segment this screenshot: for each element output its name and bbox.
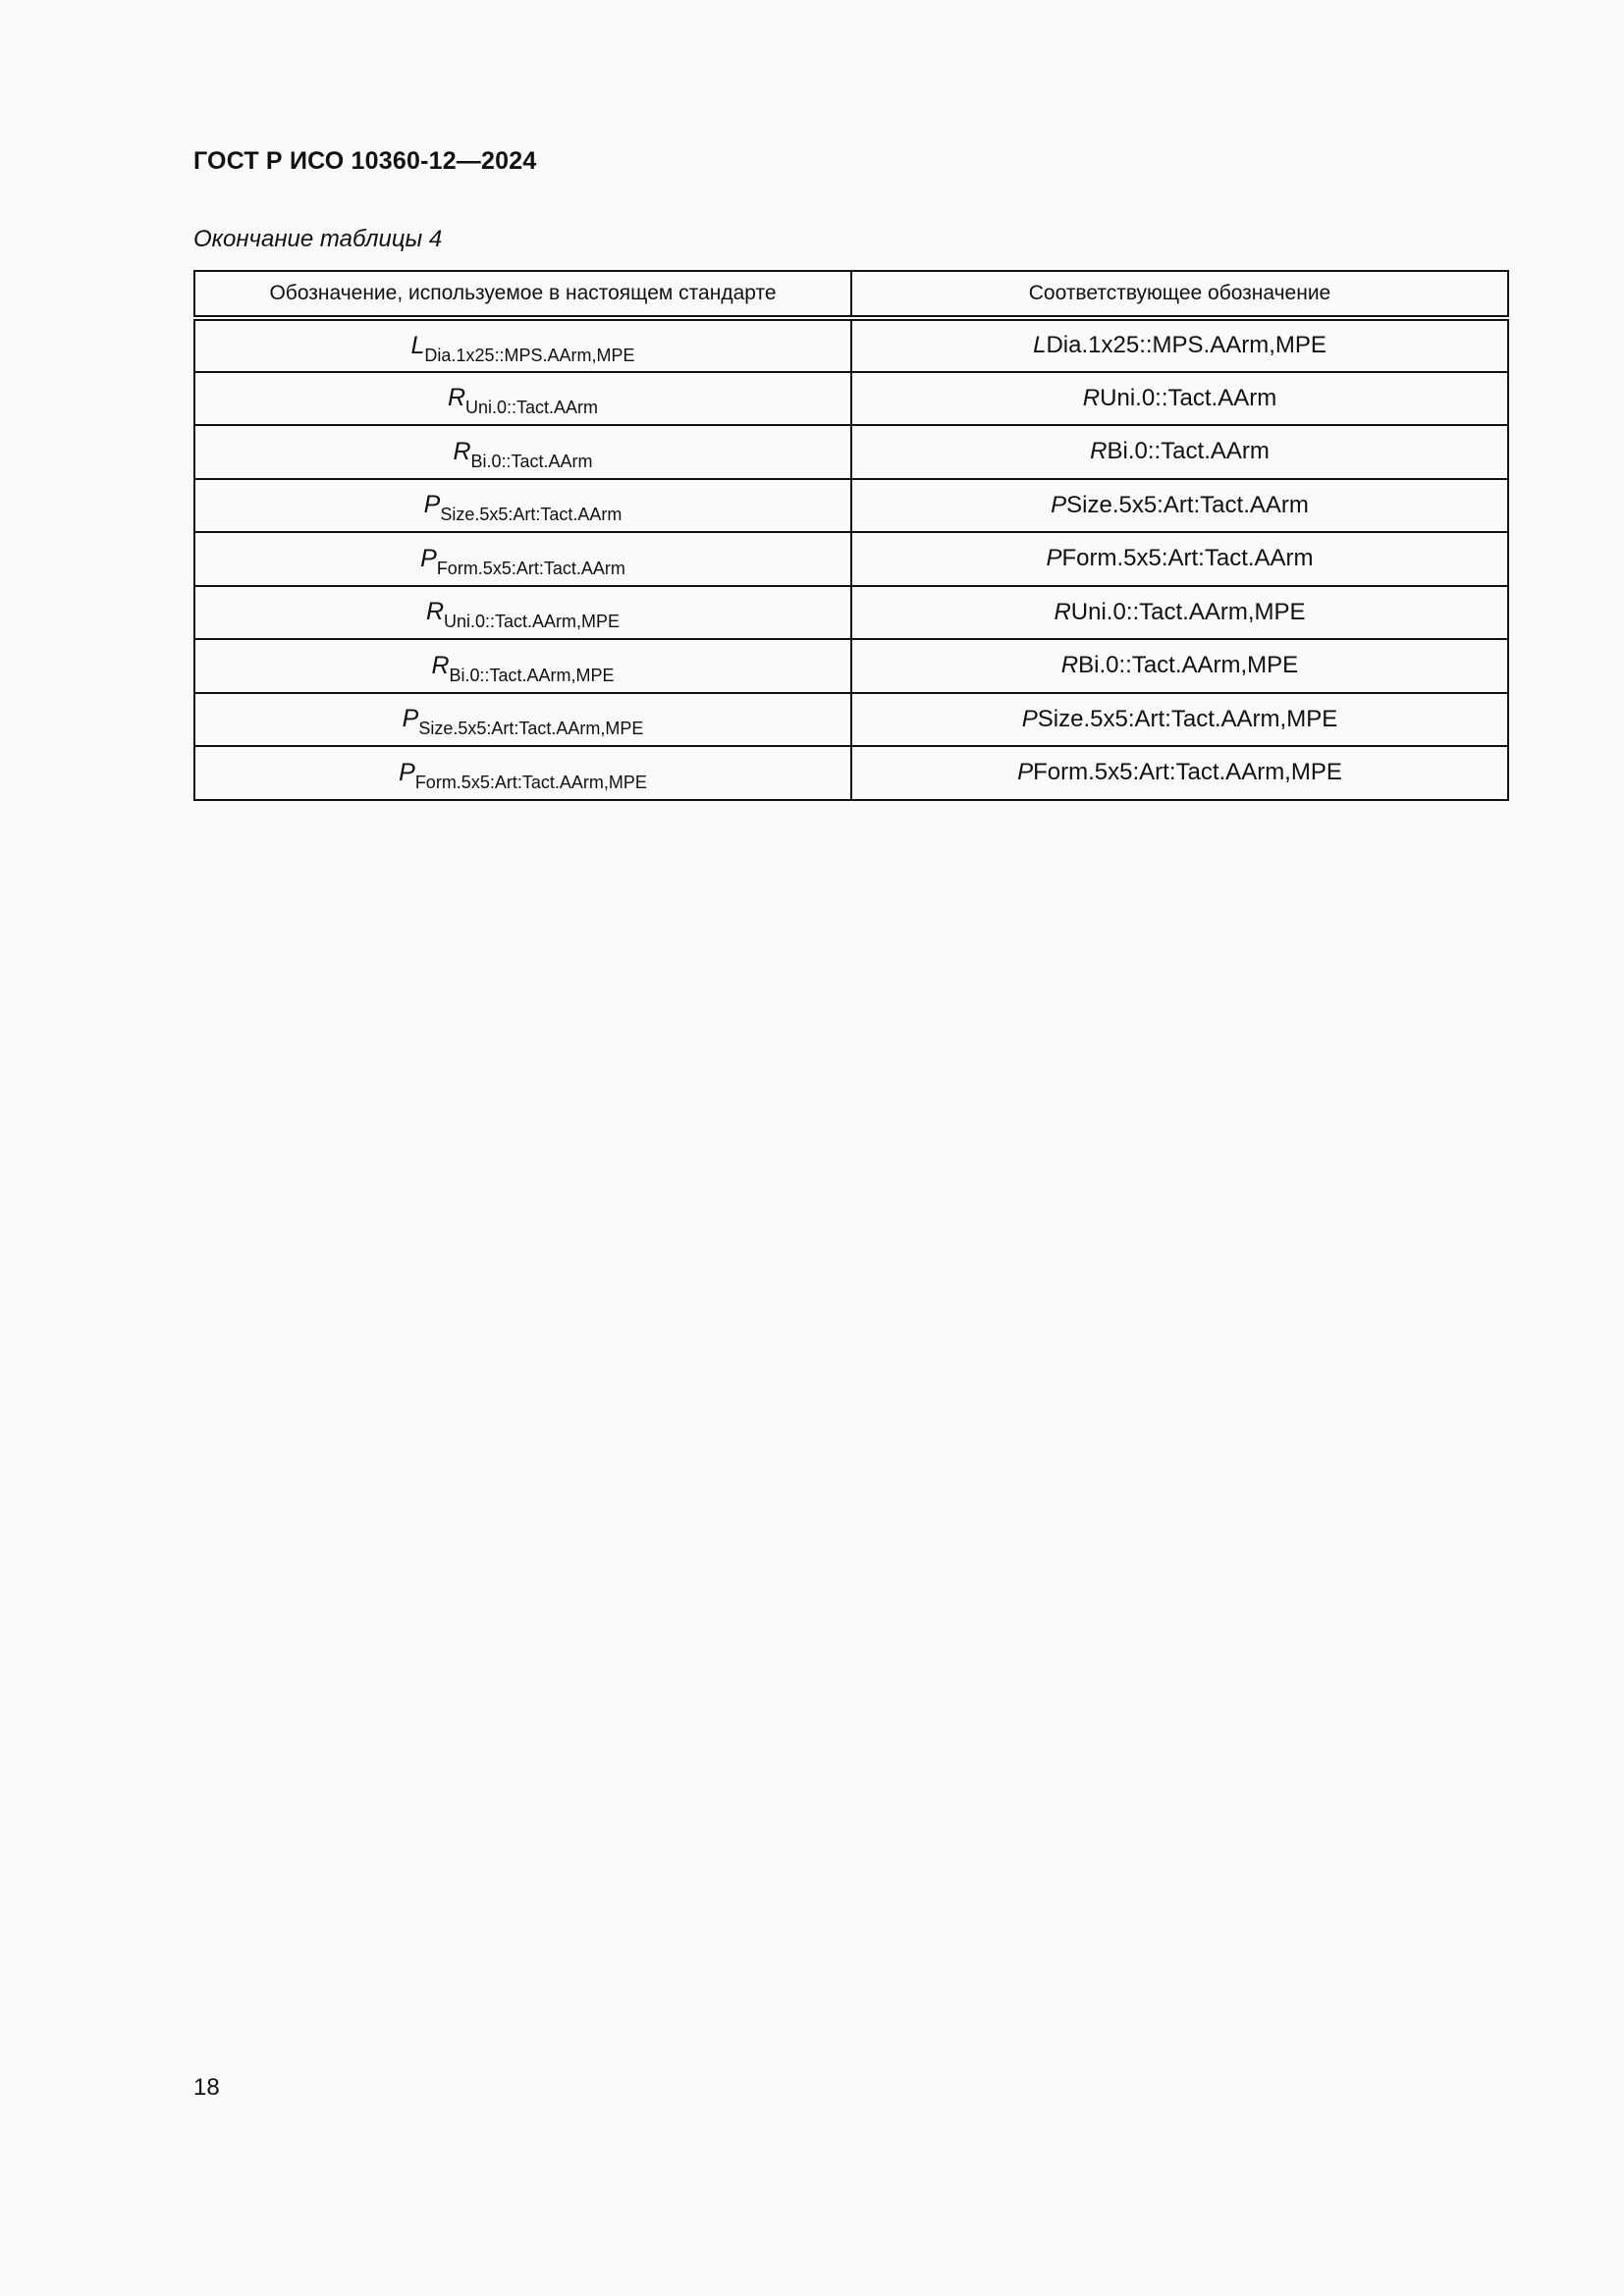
- designation-symbol: P: [399, 758, 415, 786]
- designation-subscript: Size.5x5:Art:Tact.AArm: [440, 505, 623, 525]
- standard-designation-cell: [194, 639, 851, 693]
- standard-designation-cell: [194, 746, 851, 800]
- corresponding-symbol: P: [1046, 545, 1062, 572]
- designations-table: [193, 270, 1509, 801]
- designation-subscript: Uni.0::Tact.AArm: [465, 398, 599, 418]
- table-row: [194, 318, 1508, 372]
- corresponding-symbol: R: [1082, 384, 1101, 411]
- designation-subscript: Uni.0::Tact.AArm,MPE: [444, 612, 621, 632]
- designation-subscript: Form.5x5:Art:Tact.AArm: [436, 558, 625, 578]
- corresponding-designation-cell: [851, 746, 1508, 800]
- table-row: [194, 532, 1508, 586]
- designation-symbol: R: [425, 598, 444, 626]
- designation-subscript: Bi.0::Tact.AArm: [470, 451, 593, 471]
- corresponding-designation-cell: [851, 693, 1508, 747]
- column-header-corresponding-designation: Соответствующее обозначение: [851, 271, 1508, 318]
- table-row: [194, 639, 1508, 693]
- designation-symbol: R: [431, 651, 450, 679]
- designation-subscript: Bi.0::Tact.AArm,MPE: [449, 665, 615, 685]
- designation-subscript: Form.5x5:Art:Tact.AArm,MPE: [414, 772, 647, 792]
- corresponding-symbol: R: [1090, 438, 1108, 465]
- table-row: [194, 425, 1508, 479]
- corresponding-symbol: R: [1060, 652, 1079, 679]
- corresponding-symbol: R: [1054, 598, 1071, 625]
- corresponding-designation-text: Uni.0::Tact.AArm: [1100, 384, 1277, 411]
- standard-designation-cell: [194, 586, 851, 640]
- standard-designation-cell: [194, 425, 851, 479]
- standard-designation-cell: [194, 479, 851, 533]
- table-caption: Окончание таблицы 4: [193, 226, 443, 252]
- table-row: [194, 479, 1508, 533]
- corresponding-designation-cell: [851, 586, 1508, 640]
- standard-designation-cell: [194, 532, 851, 586]
- designation-symbol: P: [423, 491, 441, 519]
- table-row: [194, 746, 1508, 800]
- corresponding-designation-text: Bi.0::Tact.AArm: [1107, 438, 1270, 465]
- corresponding-designation-cell: [851, 425, 1508, 479]
- table-row: [194, 693, 1508, 747]
- corresponding-designation-cell: [851, 479, 1508, 533]
- corresponding-designation-cell: [851, 532, 1508, 586]
- standard-designation-cell: [194, 318, 851, 372]
- corresponding-designation-cell: [851, 318, 1508, 372]
- designation-symbol: R: [453, 437, 471, 465]
- designation-symbol: R: [447, 384, 465, 412]
- page-number: 18: [193, 2074, 220, 2101]
- designation-symbol: L: [410, 331, 425, 359]
- table-row: [194, 586, 1508, 640]
- table: [193, 270, 1509, 801]
- corresponding-designation-text: Size.5x5:Art:Tact.AArm,MPE: [1037, 705, 1338, 732]
- document-header: ГОСТ Р ИСО 10360-12—2024: [193, 147, 537, 175]
- corresponding-designation-text: Uni.0::Tact.AArm,MPE: [1070, 598, 1306, 625]
- corresponding-designation-text: Form.5x5:Art:Tact.AArm: [1061, 545, 1314, 572]
- table-row: [194, 372, 1508, 426]
- table-body: [194, 318, 1508, 800]
- column-header-standard-designation: Обозначение, используемое в настоящем стандарте: [194, 271, 851, 318]
- standard-designation-cell: [194, 372, 851, 426]
- corresponding-designation-text: Bi.0::Tact.AArm,MPE: [1078, 652, 1299, 679]
- corresponding-symbol: P: [1051, 491, 1067, 518]
- table-header-row: [194, 271, 1508, 318]
- corresponding-designation-text: Size.5x5:Art:Tact.AArm: [1066, 491, 1309, 518]
- corresponding-designation-text: Form.5x5:Art:Tact.AArm,MPE: [1033, 759, 1342, 786]
- corresponding-designation-cell: [851, 372, 1508, 426]
- corresponding-designation-text: Dia.1x25::MPS.AArm,MPE: [1046, 332, 1326, 359]
- designation-symbol: P: [402, 705, 419, 733]
- corresponding-designation-cell: [851, 639, 1508, 693]
- corresponding-symbol: L: [1033, 332, 1047, 359]
- standard-designation-cell: [194, 693, 851, 747]
- designation-subscript: Dia.1x25::MPS.AArm,MPE: [424, 345, 635, 365]
- designation-subscript: Size.5x5:Art:Tact.AArm,MPE: [418, 719, 644, 739]
- designation-symbol: P: [420, 544, 437, 572]
- corresponding-symbol: P: [1021, 705, 1038, 732]
- corresponding-symbol: P: [1017, 759, 1034, 786]
